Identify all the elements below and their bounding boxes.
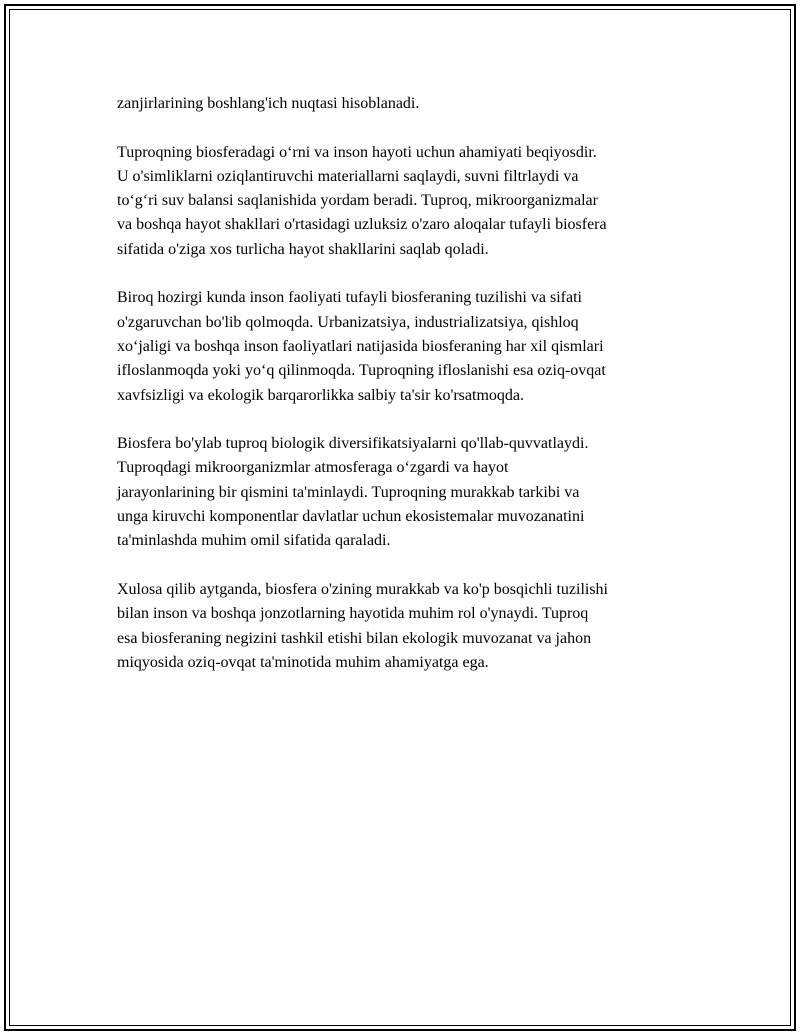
text-line: Tuproqdagi mikroorganizmlar atmosferaga o‘zgardi va hayot bbox=[117, 459, 509, 477]
text-line: Biroq hozirgi kunda inson faoliyati tufayli biosferaning tuzilishi va sifati bbox=[117, 289, 582, 307]
paragraph-2 bbox=[117, 141, 683, 262]
text-line: sifatida o'ziga xos turlicha hayot shakllarini saqlab qoladi. bbox=[117, 240, 489, 258]
paragraph-1 bbox=[117, 92, 683, 116]
paragraph-3 bbox=[117, 286, 683, 407]
text-line: to‘g‘ri suv balansi saqlanishida yordam beradi. Tuproq, mikroorganizmalar bbox=[117, 192, 598, 210]
text-line: Tuproqning biosferadagi o‘rni va inson hayoti uchun ahamiyati beqiyosdir. bbox=[117, 143, 597, 161]
document-body bbox=[117, 92, 683, 699]
text-line: U o'simliklarni oziqlantiruvchi materiallarni saqlaydi, suvni filtrlaydi va bbox=[117, 167, 579, 185]
text-line: Xulosa qilib aytganda, biosfera o'zining murakkab va ko'p bosqichli tuzilishi bbox=[117, 580, 608, 598]
text-line: zanjirlarining boshlang'ich nuqtasi hisoblanadi. bbox=[117, 95, 420, 112]
text-line: jarayonlarining bir qismini ta'minlaydi. Tuproqning murakkab tarkibi va bbox=[117, 483, 580, 501]
paragraph-4 bbox=[117, 432, 683, 553]
text-line: unga kiruvchi komponentlar davlatlar uchun ekosistemalar muvozanatini bbox=[117, 508, 585, 526]
paragraph-5 bbox=[117, 578, 683, 675]
text-line: ifloslanmoqda yoki yo‘q qilinmoqda. Tuproqning ifloslanishi esa oziq-ovqat bbox=[117, 362, 606, 380]
text-line: bilan inson va boshqa jonzotlarning hayotida muhim rol o'ynaydi. Tuproq bbox=[117, 605, 589, 623]
text-line: va boshqa hayot shakllari o'rtasidagi uzluksiz o'zaro aloqalar tufayli biosfera bbox=[117, 216, 607, 234]
text-line: esa biosferaning negizini tashkil etishi bilan ekologik muvozanat va jahon bbox=[117, 629, 592, 647]
text-line: xo‘jaligi va boshqa inson faoliyatlari natijasida biosferaning har xil qismlari bbox=[117, 337, 604, 355]
text-line: Biosfera bo'ylab tuproq biologik diversifikatsiyalarni qo'llab-quvvatlaydi. bbox=[117, 435, 589, 453]
text-line: miqyosida oziq-ovqat ta'minotida muhim ahamiyatga ega. bbox=[117, 653, 489, 671]
text-line: ta'minlashda muhim omil sifatida qaraladi. bbox=[117, 532, 391, 550]
text-line: o'zgaruvchan bo'lib qolmoqda. Urbanizatsiya, industrializatsiya, qishloq bbox=[117, 313, 579, 331]
text-line: xavfsizligi va ekologik barqarorlikka salbiy ta'sir ko'rsatmoqda. bbox=[117, 386, 524, 404]
